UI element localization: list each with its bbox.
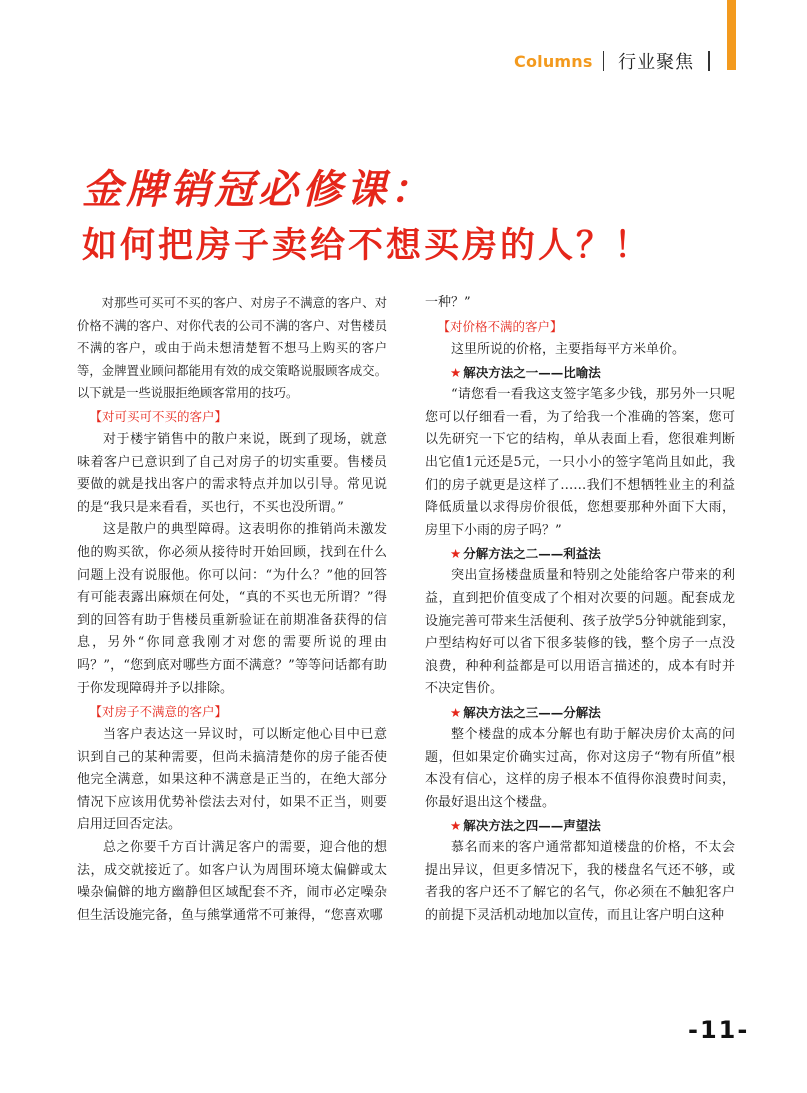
method-title: 分解方法之二——利益法 <box>463 546 601 562</box>
method-title: 解决方法之四——声望法 <box>463 818 601 834</box>
orange-accent-bar <box>727 0 736 70</box>
continued-text: 一种？” <box>425 295 471 310</box>
subheading-undecided-customer: 【对可买可不买的客户】 <box>89 408 228 424</box>
star-icon: ★ <box>450 365 462 381</box>
method-heading <box>425 542 735 565</box>
star-icon: ★ <box>450 818 462 834</box>
header-divider <box>603 51 605 71</box>
header-divider-right <box>708 51 710 71</box>
body-paragraph: 当客户表达这一异议时，可以断定他心目中已意识到自己的某种需要，但尚未搞清楚你的房子能否使他完全满意，如果这种不满意是正当的，在绝大部分情况下应该用优势补偿法去对付，如果不正当，则要启用迂回否定法。 <box>77 727 387 833</box>
page-number: -11- <box>688 1016 750 1044</box>
star-icon: ★ <box>450 546 462 562</box>
body-paragraph: 整个楼盘的成本分解也有助于解决房价太高的问题，但如果定价确实过高，你对这房子“物有所值”根本没有信心，这样的房子根本不值得你浪费时间卖，你最好退出这个楼盘。 <box>425 726 735 810</box>
article-title-line2: 如何把房子卖给不想买房的人？！ <box>82 226 653 266</box>
method-heading <box>425 814 735 837</box>
body-paragraph: 总之你要千方百计满足客户的需要，迎合他的想法，成交就接近了。如客户认为周围环境太偏僻或太噪杂偏僻的地方幽静但区域配套不齐，闹市必定噪杂但生活设施完备，鱼与熊掌通常不可兼得，“您喜欢哪 <box>77 840 387 923</box>
method-title: 解决方法之一——比喻法 <box>463 365 601 381</box>
body-paragraph: 这里所说的价格，主要指每平方米单价。 <box>451 341 686 357</box>
body-paragraph: 突出宣扬楼盘质量和特别之处能给客户带来的利益，直到把价值变成了个相对次要的问题。配套成龙设施完善可带来生活便利、孩子放学5分钟就能到家，户型结构好可以省下很多装修的钱，整个房子一点没浪费，种种利益都是可以用语言描述的，成本有时并不决定售价。 <box>425 568 735 697</box>
body-paragraph: 对于楼宇销售中的散户来说，既到了现场，就意味着客户已意识到了自己对房子的切实重要。售楼员要做的就是找出客户的需求特点并加以引导。常见说的是“我只是来看看，买也行，不买也没所谓。” <box>77 431 387 515</box>
star-icon: ★ <box>450 704 462 720</box>
method-title: 解决方法之三——分解法 <box>463 704 601 720</box>
body-paragraph: “请您看一看我这支签字笔多少钱，那另外一只呢您可以仔细看一看，为了给我一个准确的答案，您可以先研究一下它的结构，单从表面上看，您很难判断出它值1元还是5元，一只小小的签字笔尚且如此，我们的房子就更是这样了……我们不想牺牲业主的利益降低质量以求得房价很低，您想要那种外面下大雨，房里下小雨的房子吗？” <box>425 387 735 538</box>
page-header <box>514 48 710 74</box>
body-paragraph: 这是散户的典型障碍。这表明你的推销尚未激发他的购买欲，你必须从接待时开始回顾，找到在什么问题上没有说服他。你可以问：“为什么？”他的回答有可能表露出麻烦在何处，“真的不买也无所谓？”得到的回答有助于售楼员重新验证在前期准备获得的信息，另外“你同意我刚才对您的需要所说的理由吗？”，“您到底对哪些方面不满意？”等等问话都有助于你发现障碍并予以排除。 <box>77 522 387 696</box>
right-column <box>425 292 735 928</box>
method-heading <box>425 361 735 384</box>
columns-label: Columns <box>514 51 593 71</box>
intro-paragraph: 对那些可买可不买的客户、对房子不满意的客户、对价格不满的客户、对你代表的公司不满的客户、对售楼员不满的客户，或由于尚未想清楚暂不想马上购买的客户等，金牌置业顾问都能用有效的成交策略说服顾客成交。以下就是一些说服拒绝顾客常用的技巧。 <box>77 296 387 401</box>
left-column <box>77 292 387 927</box>
subheading-price-unsatisfied: 【对价格不满的客户】 <box>437 318 563 334</box>
article-title-line1: 金牌销冠必修课： <box>82 166 434 213</box>
subheading-unsatisfied-house: 【对房子不满意的客户】 <box>89 704 228 720</box>
section-label: 行业聚焦 <box>618 52 695 73</box>
body-paragraph: 慕名而来的客户通常都知道楼盘的价格，不太会提出异议，但更多情况下，我的楼盘名气还不够，或者我的客户还不了解它的名气，你必须在不触犯客户的前提下灵活机动地加以宣传，而且让客户明白这种 <box>425 840 735 924</box>
method-heading <box>425 701 735 724</box>
